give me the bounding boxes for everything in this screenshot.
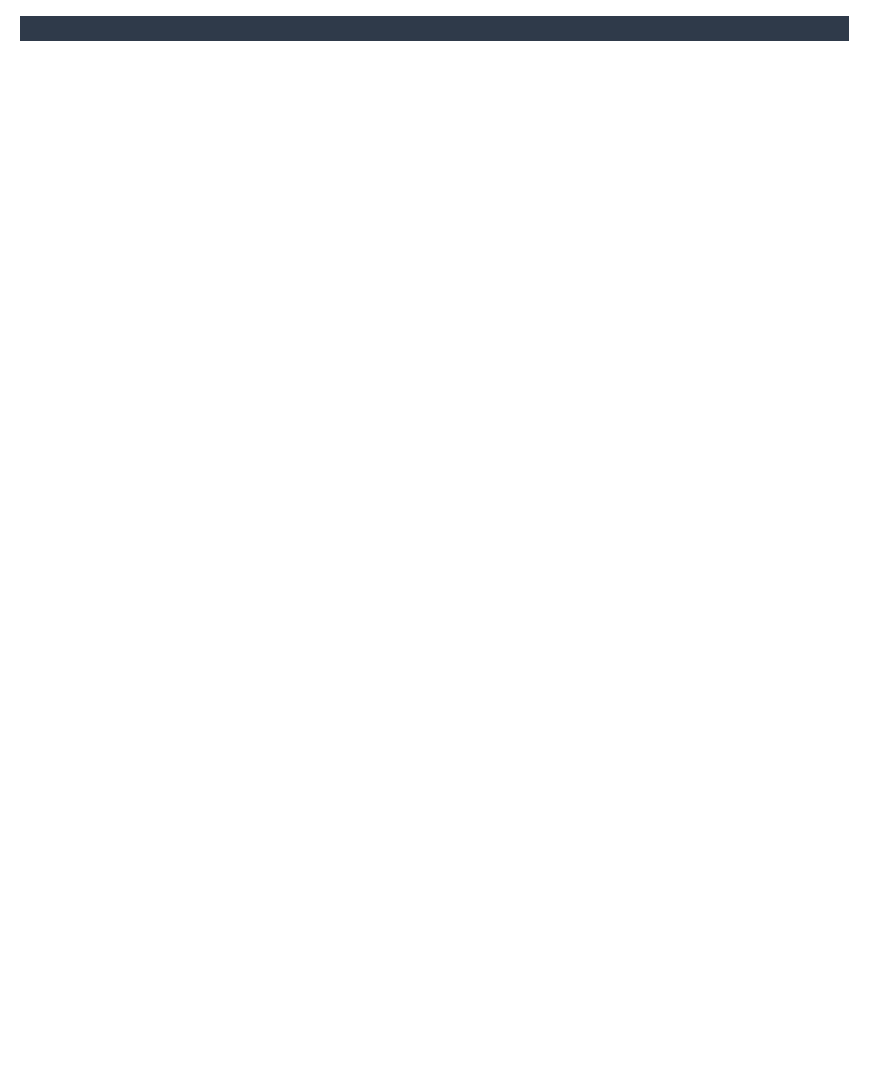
q12-pie-chart <box>505 525 755 725</box>
q2-stacked-chart <box>20 850 849 1040</box>
q11-bar-chart <box>20 528 460 718</box>
page-title <box>20 16 849 41</box>
composition-charts <box>452 58 832 398</box>
